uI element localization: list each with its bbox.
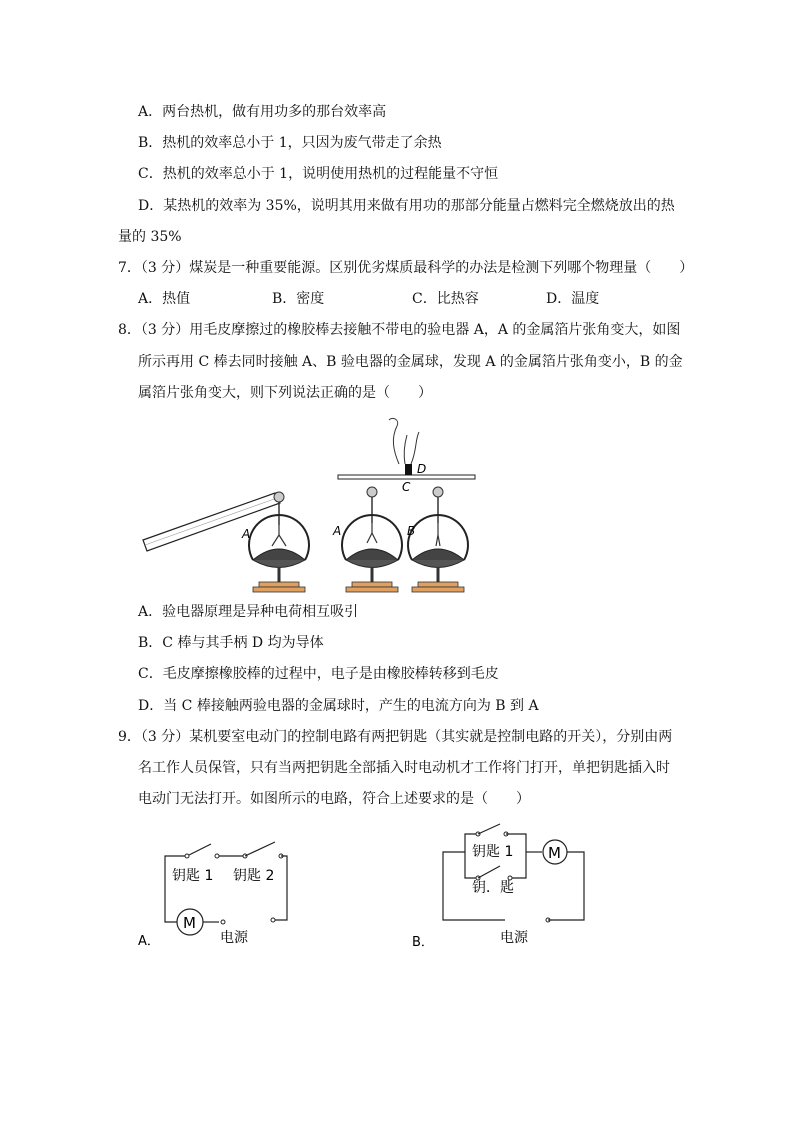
q8-option-c: C．毛皮摩擦橡胶棒的过程中，电子是由橡胶棒转移到毛皮 (138, 666, 499, 682)
key1-a-label: 钥匙 1 (172, 868, 214, 884)
label-c: C (402, 480, 411, 494)
power-b-label: 电源 (500, 930, 528, 946)
q8-stem-line2: 所示再用 C 棒去同时接触 A、B 验电器的金属球，发现 A 的金属箔片张角变小，B 的金 (138, 354, 683, 370)
electroscope-middle (342, 487, 402, 592)
circuit-option-b (410, 820, 600, 955)
power-a-label: 电源 (220, 930, 248, 946)
option-b-label: B． (412, 935, 434, 950)
q8-option-d: D．当 C 棒接触两验电器的金属球时，产生的电流方向为 B 到 A (138, 698, 539, 714)
q9-stem-line2: 名工作人员保管，只有当两把钥匙全部插入时电动机才工作将门打开，单把钥匙插入时 (138, 760, 670, 776)
label-mid-a: A (333, 524, 342, 538)
q9-stem-line1: 9．（3 分）某机要室电动门的控制电路有两把钥匙（其实就是控制电路的开关），分别由两 (118, 729, 673, 745)
q6-option-a: A．两台热机，做有用功多的那台效率高 (138, 104, 387, 120)
q6-option-d-line1: D．某热机的效率为 35%，说明其用来做有用功的那部分能量占燃料完全燃烧放出的热 (138, 198, 675, 214)
label-left-a: A (242, 527, 251, 541)
q6-option-d-line2: 量的 35% (118, 229, 182, 245)
key2-b-label: 钥．匙 (472, 880, 514, 896)
c-rod (338, 418, 475, 479)
q7-option-c: C．比热容 (412, 291, 479, 307)
q6-option-c: C．热机的效率总小于 1，说明使用热机的过程能量不守恒 (138, 166, 499, 182)
q8-stem-line3: 属箔片张角变大，则下列说法正确的是（ ） (138, 385, 432, 401)
electroscope-right (408, 487, 468, 592)
option-a-label: A． (138, 934, 160, 949)
electroscope-figure (135, 410, 485, 595)
key1-b-label: 钥匙 1 (472, 844, 514, 860)
motor-a-label: M (183, 914, 196, 932)
q7-option-a: A．热值 (138, 291, 191, 307)
q7-option-b: B．密度 (272, 291, 325, 307)
label-b: B (407, 524, 416, 538)
circuit-option-a (135, 830, 305, 955)
q7-option-d: D．温度 (546, 291, 600, 307)
motor-b-label: M (548, 844, 561, 862)
q7-stem: 7．（3 分）煤炭是一种重要能源。区别优劣煤质最科学的办法是检测下列哪个物理量（ ） (118, 260, 694, 276)
q8-option-a: A．验电器原理是异种电荷相互吸引 (138, 604, 359, 620)
q8-stem-line1: 8．（3 分）用毛皮摩擦过的橡胶棒去接触不带电的验电器 A，A 的金属箔片张角变大，如图 (118, 322, 681, 338)
label-d: D (417, 462, 427, 476)
q6-option-b: B．热机的效率总小于 1，只因为废气带走了余热 (138, 135, 442, 151)
q8-option-b: B．C 棒与其手柄 D 均为导体 (138, 635, 324, 651)
q9-stem-line3: 电动门无法打开。如图所示的电路，符合上述要求的是（ ） (138, 791, 530, 807)
key2-a-label: 钥匙 2 (233, 868, 275, 884)
